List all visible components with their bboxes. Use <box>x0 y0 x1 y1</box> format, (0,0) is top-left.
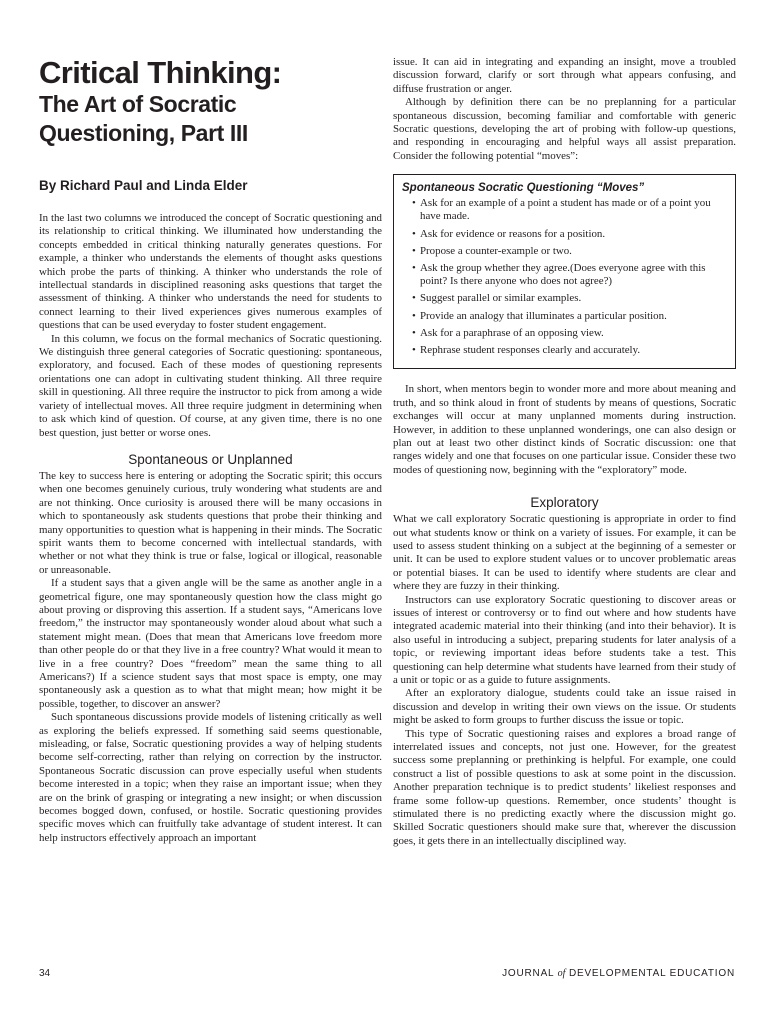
moves-list-item: • Ask the group whether they agree.(Does everyone agree with this point? Is there anyone who does not agree?) <box>412 262 727 288</box>
page-number: 34 <box>39 968 51 979</box>
moves-list-item: • Ask for evidence or reasons for a position. <box>412 228 727 241</box>
paragraph: issue. It can aid in integrating and expanding an insight, move a troubled discussion forward, clarify or sort through what appears confusing, and diffuse frustration or anger. <box>393 56 736 95</box>
moves-list-item: • Suggest parallel or similar examples. <box>412 292 727 305</box>
moves-list-item: • Rephrase student responses clearly and accurately. <box>412 344 727 357</box>
paragraph: Such spontaneous discussions provide models of listening critically as well as exploring the beliefs expressed. If something said seems questionable, misleading, or false, Socratic questioning provides a way of helping students become self-correcting, rather than relying on correction by the instructor. Spontaneous Socratic discussion can prove especially useful when students become interested in a topic; when they raise an important issue; when they are on the brink of grasping or integrating a new insight; or when discussion becomes bogged down, confused, or hostile. Socratic questioning provides specific moves which can fruitfully take advantage of student interest. It can help instructors effectively approach an important <box>39 711 382 844</box>
paragraph: In this column, we focus on the formal mechanics of Socratic questioning. We distinguish three general categories of Socratic questioning: spontaneous, exploratory, and focused. Each of these modes of questioning represents orientations one can adopt in cultivating student thinking. All three require skill in questioning. All three require the instructor to pick from among a wide variety of intellectual moves. All three require judgment in determining when to ask which kind of question. Of course, at any given time, there is no one best question, just better or worse ones. <box>39 332 382 439</box>
paragraph: After an exploratory dialogue, students could take an issue raised in discussion and develop in writing their own views on the issue. Or students might be asked to form groups to further discuss the issue or topic. <box>393 687 736 727</box>
journal-name-pre: JOURNAL <box>502 968 558 979</box>
journal-name-of: of <box>557 968 566 979</box>
section-heading-spontaneous: Spontaneous or Unplanned <box>128 451 293 467</box>
moves-list-item: • Ask for a paraphrase of an opposing view. <box>412 327 727 340</box>
byline: By Richard Paul and Linda Elder <box>39 178 248 193</box>
right-column <box>393 56 736 848</box>
article-subtitle-line2: Questioning, Part III <box>39 120 248 146</box>
article-title: Critical Thinking: <box>39 55 282 90</box>
moves-list-item: • Provide an analogy that illuminates a particular position. <box>412 310 727 323</box>
moves-sidebar-box <box>393 174 736 369</box>
journal-name-post: DEVELOPMENTAL EDUCATION <box>565 968 735 979</box>
moves-list-item: • Propose a counter-example or two. <box>412 245 727 258</box>
paragraph: The key to success here is entering or adopting the Socratic spirit; this occurs when one becomes genuinely curious, truly wondering what students are and are not thinking. Once curiosity is aroused there will be many occasions in which to spontaneously ask students questions that probe their thinking and many opportunities to question what is happening in their minds. The Socratic spirit wants them to become concerned with intellectual standards, with whether or not what they think is true or false, logical or illogical, reasonable or unreasonable. <box>39 469 382 576</box>
paragraph: If a student says that a given angle will be the same as another angle in a geometrical figure, one may spontaneously question how the class might go about proving or disproving this assertion. If a student says, “Americans love freedom,” the instructor may spontaneously wonder aloud about what such a statement might mean. (Does that mean that Americans love freedom more than other people do or that they live in a free country? What would it mean to live in a free country? Does “freedom” mean the same thing to all Americans?) If a science student says that most space is empty, one may spontaneously ask a question as to what that might mean; how might it be possible, together, to discover an answer? <box>39 577 382 710</box>
moves-list <box>402 197 727 357</box>
moves-list-item: • Ask for an example of a point a student has made or of a point you have made. <box>412 197 727 223</box>
left-column <box>39 56 382 845</box>
paragraph: In short, when mentors begin to wonder more and more about meaning and truth, and so think aloud in front of students by means of questions, Socratic exchanges will occur at many unplanned moments during instruction. However, in addition to these unplanned wonderings, one can also design or plan out at least two other distinct kinds of Socratic discussion: one that ranges widely and one that focuses on one particular issue. Consider these two modes of questioning now, beginning with the “exploratory” mode. <box>393 383 736 476</box>
section-heading-exploratory: Exploratory <box>530 495 599 511</box>
journal-name <box>502 968 735 979</box>
article-subtitle-line1: The Art of Socratic <box>39 91 237 117</box>
moves-box-title: Spontaneous Socratic Questioning “Moves” <box>402 182 645 195</box>
paragraph: In the last two columns we introduced the concept of Socratic questioning and its relationship to critical thinking. We illuminated how understanding the concepts embedded in critical thinking naturally generates questions. For example, a thinker who understands the elements of thought asks questions which probe the parts of thinking. A thinker who understands the role of intellectual standards in disciplined reasoning asks questions that target the assessment of thinking. A thinker who understands the need for students to connect learning to their lived experiences gives numerous examples of questions that can be used everyday to foster student engagement. <box>39 212 382 332</box>
paragraph: Although by definition there can be no preplanning for a particular spontaneous discussion, becoming familiar and comfortable with generic Socratic questions, developing the art of probing with follow-up questions, and responding in encouraging and helpful ways all assist preparation. Consider the following potential “moves”: <box>393 96 736 162</box>
paragraph: This type of Socratic questioning raises and explores a broad range of interrelated issues and concepts, not just one. However, for the greatest success some preplanning or prethinking is helpful. For example, one could construct a list of possible questions to ask at some point in the discussion. Another preparation technique is to predict students’ likeliest responses and frame some follow-up questions. Remember, once students’ thought is stimulated there is no predicting exactly where the discussion might go. Skilled Socratic questioners should make sure that, wherever the discussion goes, it gets there in an intellectually disciplined way. <box>393 727 736 847</box>
paragraph: What we call exploratory Socratic questioning is appropriate in order to find out what students know or think on a variety of issues. For example, it can be used to assess student thinking on a subject at the beginning of a semester or unit. It can be used to explore student values or to uncover problematic areas or potential biases. It can be used to identify where students are clear and where they are fuzzy in their thinking. <box>393 513 736 593</box>
paragraph: Instructors can use exploratory Socratic questioning to discover areas or issues of interest or controversy or to find out where and how students have integrated academic material into their thinking (and into their behavior). It is also useful in introducing a subject, preparing students for later analysis of a topic, or reviewing important ideas before students take a test. This questioning can help determine what students have learned from their study of a unit or topic or as a guide to future assignments. <box>393 593 736 686</box>
